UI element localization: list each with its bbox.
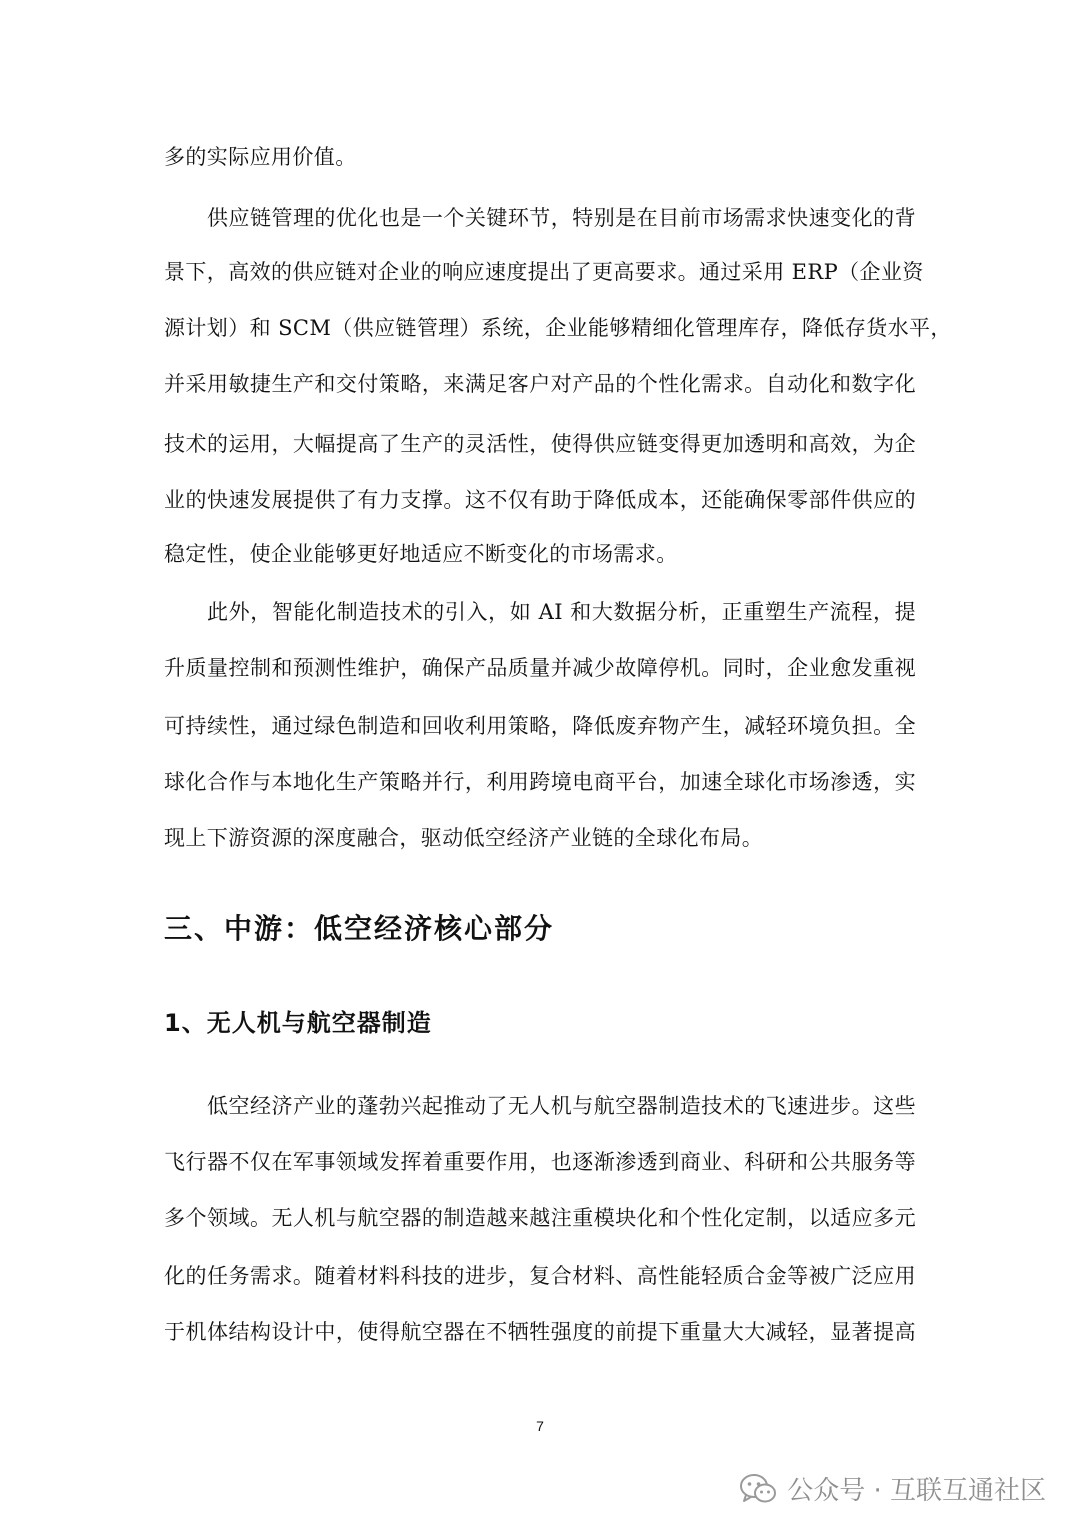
paragraph-line: 可持续性，通过绿色制造和回收利用策略，降低废弃物产生，减轻环境负担。全 <box>164 714 916 738</box>
section-heading: 三、中游：低空经济核心部分 <box>164 912 555 945</box>
watermark <box>739 1470 1046 1507</box>
wechat-icon <box>739 1473 777 1505</box>
paragraph-line: 多个领域。无人机与航空器的制造越来越注重模块化和个性化定制，以适应多元 <box>164 1206 916 1230</box>
paragraph-line: 供应链管理的优化也是一个关键环节，特别是在目前市场需求快速变化的背 <box>207 206 916 230</box>
paragraph-line: 化的任务需求。随着材料科技的进步，复合材料、高性能轻质合金等被广泛应用 <box>164 1264 916 1288</box>
paragraph-line: 此外，智能化制造技术的引入，如 AI 和大数据分析，正重塑生产流程，提 <box>207 600 916 624</box>
paragraph-line: 业的快速发展提供了有力支撑。这不仅有助于降低成本，还能确保零部件供应的 <box>164 488 916 512</box>
watermark-text: 公众号 · 互联互通社区 <box>787 1476 1046 1506</box>
paragraph-line: 球化合作与本地化生产策略并行，利用跨境电商平台，加速全球化市场渗透，实 <box>164 770 916 794</box>
paragraph-line: 飞行器不仅在军事领域发挥着重要作用，也逐渐渗透到商业、科研和公共服务等 <box>164 1150 916 1174</box>
paragraph-line: 低空经济产业的蓬勃兴起推动了无人机与航空器制造技术的飞速进步。这些 <box>207 1094 916 1118</box>
paragraph-line: 升质量控制和预测性维护，确保产品质量并减少故障停机。同时，企业愈发重视 <box>164 656 916 680</box>
paragraph-line: 并采用敏捷生产和交付策略，来满足客户对产品的个性化需求。自动化和数字化 <box>164 372 916 396</box>
paragraph-line: 稳定性，使企业能够更好地适应不断变化的市场需求。 <box>164 542 678 566</box>
paragraph-line: 源计划）和 SCM（供应链管理）系统，企业能够精细化管理库存，降低存货水平， <box>164 316 952 340</box>
subsection-heading: 1、无人机与航空器制造 <box>164 1009 432 1037</box>
page-number: 7 <box>536 1418 544 1434</box>
paragraph-line: 多的实际应用价值。 <box>164 145 357 169</box>
paragraph-line: 景下，高效的供应链对企业的响应速度提出了更高要求。通过采用 ERP（企业资 <box>164 260 924 284</box>
paragraph-line: 技术的运用，大幅提高了生产的灵活性，使得供应链变得更加透明和高效，为企 <box>164 432 916 456</box>
paragraph-line: 于机体结构设计中，使得航空器在不牺牲强度的前提下重量大大减轻，显著提高 <box>164 1320 916 1344</box>
paragraph-line: 现上下游资源的深度融合，驱动低空经济产业链的全球化布局。 <box>164 826 764 850</box>
